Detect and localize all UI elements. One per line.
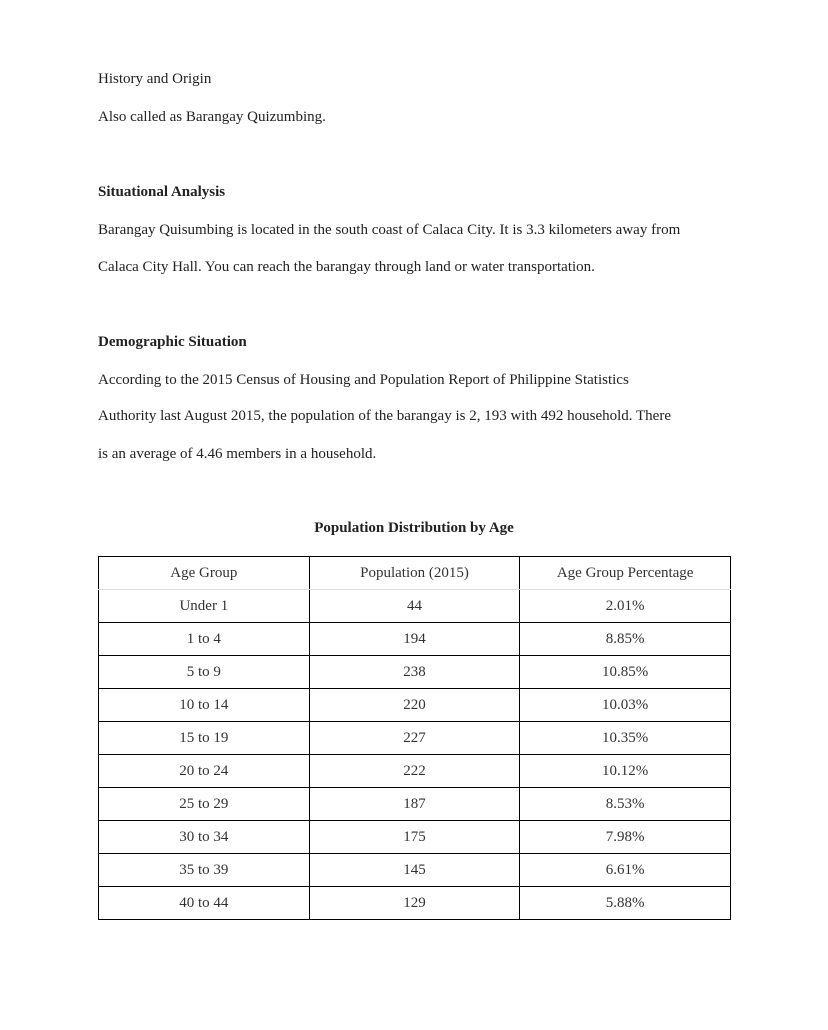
- situational-text-line-1: Barangay Quisumbing is located in the south coast of Calaca City. It is 3.3 kilometers away from: [98, 222, 681, 238]
- cell-age-group: 10 to 14: [99, 689, 310, 722]
- table-header-row: [99, 557, 731, 590]
- cell-population: 220: [309, 689, 520, 722]
- cell-population: 194: [309, 623, 520, 656]
- table-row: [99, 590, 731, 623]
- table-row: [99, 623, 731, 656]
- cell-population: 187: [309, 788, 520, 821]
- cell-age-group: 30 to 34: [99, 821, 310, 854]
- cell-population: 238: [309, 656, 520, 689]
- table-row: [99, 689, 731, 722]
- cell-percentage: 10.35%: [520, 722, 731, 755]
- cell-percentage: 8.53%: [520, 788, 731, 821]
- cell-age-group: 1 to 4: [99, 623, 310, 656]
- demographic-text-line-1: According to the 2015 Census of Housing and Population Report of Philippine Statistics: [98, 372, 629, 388]
- table-title: Population Distribution by Age: [314, 520, 514, 536]
- cell-percentage: 6.61%: [520, 854, 731, 887]
- header-percentage: Age Group Percentage: [520, 557, 731, 590]
- cell-population: 222: [309, 755, 520, 788]
- cell-percentage: 8.85%: [520, 623, 731, 656]
- table-row: [99, 755, 731, 788]
- cell-population: 227: [309, 722, 520, 755]
- header-population: Population (2015): [309, 557, 520, 590]
- cell-percentage: 10.12%: [520, 755, 731, 788]
- situational-text-line-2: Calaca City Hall. You can reach the barangay through land or water transportation.: [98, 259, 595, 275]
- cell-age-group: 15 to 19: [99, 722, 310, 755]
- table-row: [99, 887, 731, 920]
- cell-percentage: 10.03%: [520, 689, 731, 722]
- situational-analysis-heading: Situational Analysis: [98, 184, 226, 200]
- cell-age-group: 20 to 24: [99, 755, 310, 788]
- cell-population: 44: [309, 590, 520, 623]
- table-row: [99, 821, 731, 854]
- cell-age-group: Under 1: [99, 590, 310, 623]
- cell-population: 145: [309, 854, 520, 887]
- demographic-text-line-3: is an average of 4.46 members in a household.: [98, 446, 377, 462]
- cell-age-group: 25 to 29: [99, 788, 310, 821]
- history-text: Also called as Barangay Quizumbing.: [98, 109, 326, 125]
- cell-age-group: 35 to 39: [99, 854, 310, 887]
- demographic-situation-heading: Demographic Situation: [98, 334, 247, 350]
- table-row: [99, 854, 731, 887]
- table-row: [99, 788, 731, 821]
- cell-population: 175: [309, 821, 520, 854]
- table-row: [99, 656, 731, 689]
- table-row: [99, 722, 731, 755]
- header-age-group: Age Group: [99, 557, 310, 590]
- cell-age-group: 5 to 9: [99, 656, 310, 689]
- cell-percentage: 5.88%: [520, 887, 731, 920]
- demographic-text-line-2: Authority last August 2015, the population of the barangay is 2, 193 with 492 household. There: [98, 408, 671, 424]
- cell-age-group: 40 to 44: [99, 887, 310, 920]
- cell-percentage: 10.85%: [520, 656, 731, 689]
- cell-population: 129: [309, 887, 520, 920]
- population-table: [98, 556, 731, 920]
- history-heading: History and Origin: [98, 71, 212, 87]
- cell-percentage: 7.98%: [520, 821, 731, 854]
- cell-percentage: 2.01%: [520, 590, 731, 623]
